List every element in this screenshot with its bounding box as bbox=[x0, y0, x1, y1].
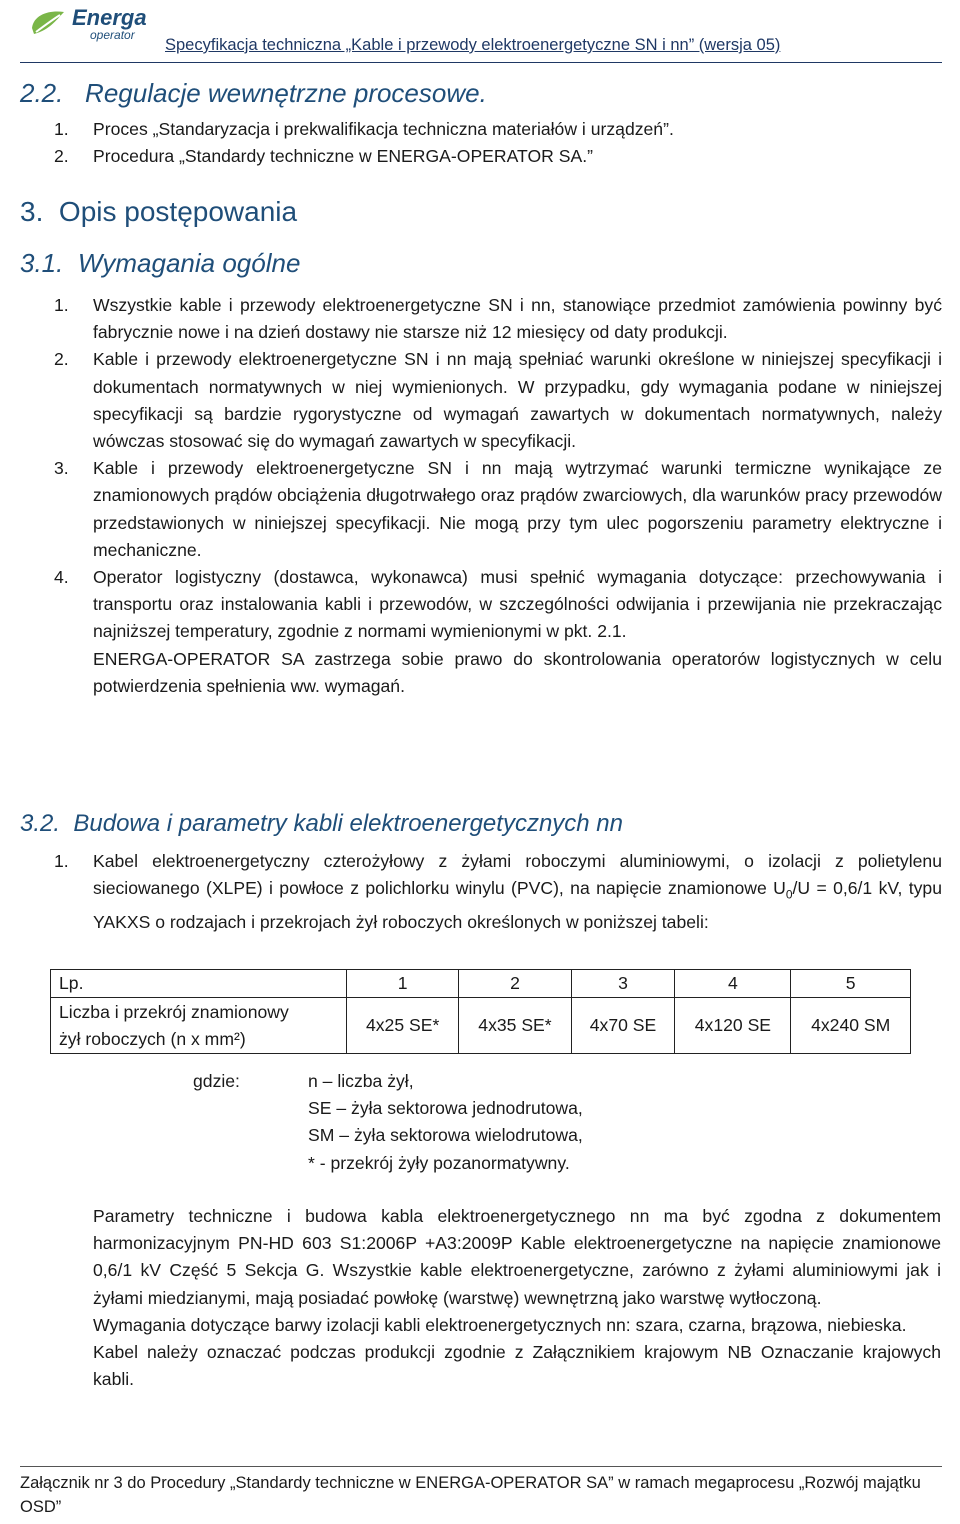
table-cell: 3 bbox=[571, 970, 675, 998]
heading-text: Opis postępowania bbox=[58, 196, 298, 227]
page-footer: Załącznik nr 3 do Procedury „Standardy techniczne w ENERGA-OPERATOR SA” w ramach megaprocesu „Rozwój majątku OSD” bbox=[20, 1474, 921, 1516]
list-item: 3. Kable i przewody elektroenergetyczne SN i nn mają wytrzymać warunki termiczne wynikające ze znamionowych prądów obciążenia długotrwałego oraz prądów zwarciowych, dla warunków pracy przewodów przedstawionych w niniejszej specyfikacji. Nie mogą przy tym ulec pogorszeniu parametry elektryczne i mechaniczne. bbox=[54, 458, 942, 560]
heading-2-2 bbox=[20, 78, 487, 109]
legend-item: n – liczba żył, bbox=[308, 1071, 414, 1091]
table-row bbox=[51, 998, 911, 1054]
list-item-continuation: ENERGA-OPERATOR SA zastrzega sobie prawo do skontrolowania operatorów logistycznych w celu potwierdzenia spełnienia ww. wymagań. bbox=[93, 648, 942, 696]
legend-item: * - przekrój żyły pozanormatywny. bbox=[308, 1152, 570, 1173]
list-2-2 bbox=[20, 116, 942, 170]
legend-items bbox=[308, 1068, 583, 1177]
heading-text: Regulacje wewnętrzne procesowe. bbox=[85, 78, 487, 108]
subscript-zero: 0 bbox=[785, 887, 793, 902]
list-3-2 bbox=[20, 848, 942, 936]
heading-number: 3.2. bbox=[20, 810, 61, 837]
list-item: 1. Kabel elektroenergetyczny czterożyłowy z żyłami roboczymi aluminiowymi, o izolacji z polietylenu sieciowanego (XLPE) i powłoce z polichlorku winylu (PVC), na napięcie znamionowe $U_0/U = 0,6/1$ kV, typu YAKXS o rodzajach i przekrojach żył roboczych określonych w poniższej tabeli: bbox=[54, 851, 942, 932]
table-cell: 4x70 SE bbox=[571, 998, 675, 1054]
list-item: 2. Kable i przewody elektroenergetyczne SN i nn mają spełniać warunki określone w niniejszej specyfikacji i dokumentach normatywnych w niej wymienionych. W przypadku, gdy wymagania podane w niniejszej specyfikacji są bardzie rygorystyczne od wymagań zawartych w dokumentach normatywnych, należy wówczas stosować się do wymagań zawartych w specyfikacji. bbox=[54, 349, 942, 452]
heading-text: Wymagania ogólne bbox=[77, 248, 301, 278]
table-cell: 4x120 SE bbox=[675, 998, 791, 1054]
heading-3 bbox=[20, 196, 297, 228]
table-cell: 2 bbox=[459, 970, 571, 998]
table-cell: Liczba i przekrój znamionowy żył roboczych (n x mm²) bbox=[51, 998, 347, 1054]
logo-wordmark: Energa bbox=[72, 5, 147, 30]
body-paragraphs bbox=[93, 1203, 941, 1393]
table-cell: 4x25 SE* bbox=[347, 998, 459, 1054]
table-cell: 1 bbox=[347, 970, 459, 998]
legend-item: SM – żyła sektorowa wielodrutowa, bbox=[308, 1125, 583, 1146]
footer-divider bbox=[20, 1466, 942, 1467]
heading-text: Budowa i parametry kabli elektroenergetycznych nn bbox=[73, 810, 623, 837]
table-row bbox=[51, 970, 911, 998]
heading-number: 3.1. bbox=[20, 248, 64, 278]
list-item: 4. Operator logistyczny (dostawca, wykonawca) musi spełnić wymagania dotyczące: przechowywania i transportu oraz instalowania kabli i przewodów, w szczególności odwijania i przewijania nie przekraczając najniższej temperatury, zgodnie z normami wymienionymi w pkt. 2.1. bbox=[54, 567, 942, 642]
header-divider bbox=[20, 62, 942, 63]
heading-3-1 bbox=[20, 248, 300, 279]
heading-3-2 bbox=[20, 810, 623, 838]
table-cell: Lp. bbox=[51, 970, 347, 998]
table-cell: 4x240 SM bbox=[791, 998, 911, 1054]
list-item: 2. Procedura „Standardy techniczne w ENERGA-OPERATOR SA.” bbox=[54, 146, 593, 167]
legend-item: SE – żyła sektorowa jednodrutowa, bbox=[308, 1098, 583, 1119]
list-item: 1. Proces „Standaryzacja i prekwalifikacja techniczna materiałów i urządzeń”. bbox=[54, 119, 674, 139]
list-3-1 bbox=[20, 292, 942, 700]
cable-spec-table bbox=[50, 969, 911, 1054]
table-cell: 4 bbox=[675, 970, 791, 998]
heading-number: 3. bbox=[20, 196, 44, 227]
paragraph: Kabel należy oznaczać podczas produkcji zgodnie z Załącznikiem krajowym NB Oznaczanie krajowych kabli. bbox=[93, 1342, 941, 1390]
energa-leaf-icon bbox=[28, 8, 68, 42]
heading-number: 2.2. bbox=[20, 78, 64, 108]
table-cell: 4x35 SE* bbox=[459, 998, 571, 1054]
table-cell: 5 bbox=[791, 970, 911, 998]
logo-subtitle: operator bbox=[90, 28, 135, 42]
list-item: 1. Wszystkie kable i przewody elektroenergetyczne SN i nn, stanowiące przedmiot zamówienia powinny być fabrycznie nowe i na dzień dostawy nie starsze niż 12 miesięcy od daty produkcji. bbox=[54, 295, 942, 343]
paragraph: Wymagania dotyczące barwy izolacji kabli elektroenergetycznych nn: szara, czarna, brązowa, niebieska. bbox=[93, 1314, 907, 1335]
energa-logo bbox=[28, 6, 168, 46]
paragraph: Parametry techniczne i budowa kabla elektroenergetycznego nn ma być zgodna z dokumentem harmonizacyjnym PN-HD 603 S1:2006P +A3:2009P Kable elektroenergetyczne na napięcie znamionowe 0,6/1 kV Część 5 Sekcja G. Wszystkie kable elektroenergetyczne, zarówno z żyłami aluminiowymi jak i żyłami miedzianymi, mają posiadać powłokę (warstwę) wewnętrzną jako warstwę wytłoczoną. bbox=[93, 1206, 941, 1308]
legend-label: gdzie: bbox=[193, 1071, 240, 1091]
document-header-title: Specyfikacja techniczna „Kable i przewody elektroenergetyczne SN i nn” (wersja 05) bbox=[165, 36, 781, 54]
